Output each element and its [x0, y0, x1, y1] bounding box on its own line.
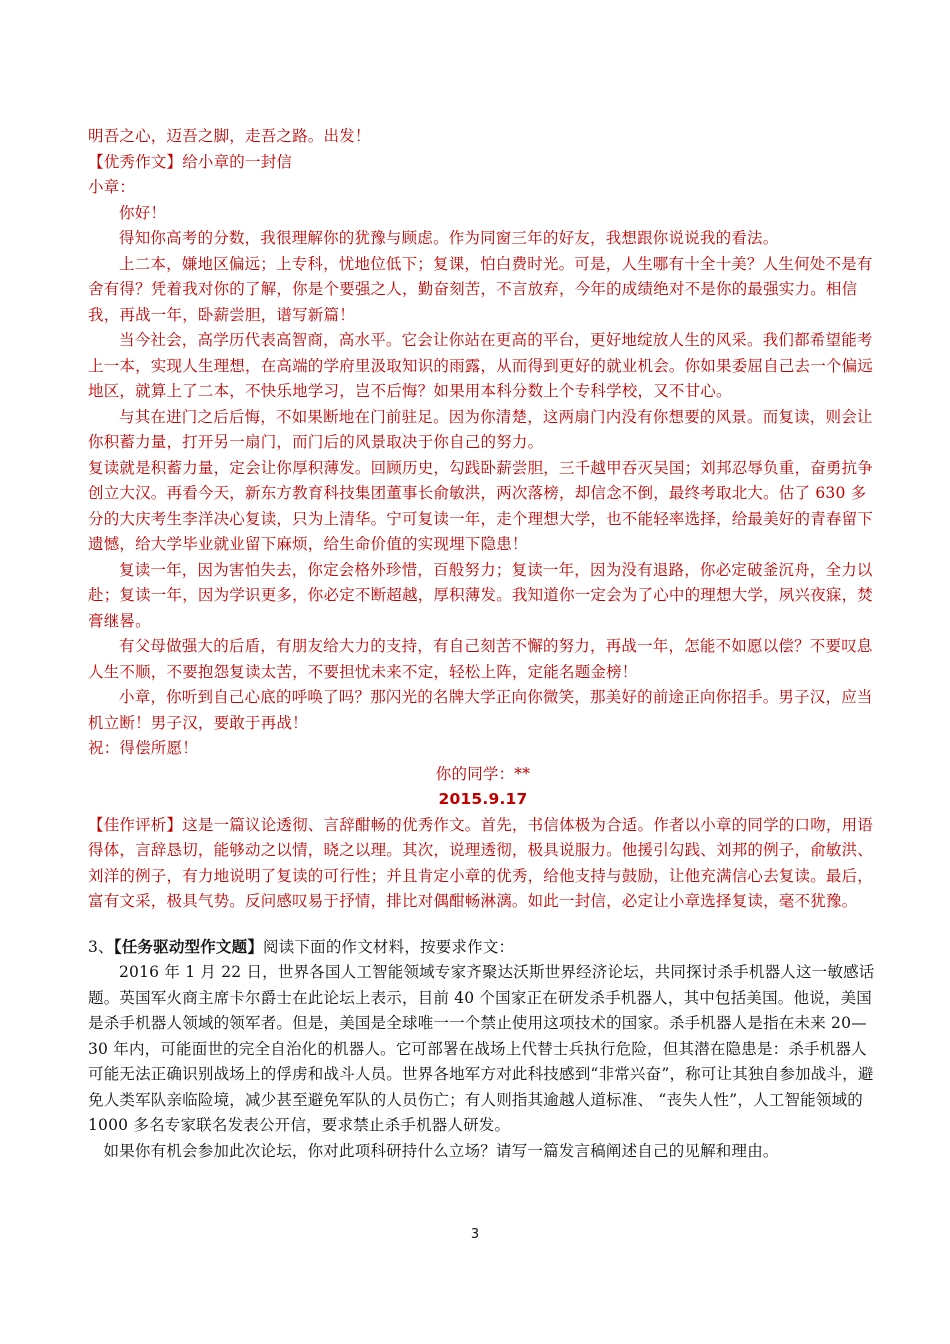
- section-gap: [88, 915, 878, 935]
- essay-paragraph: 与其在进门之后后悔，不如果断地在门前驻足。因为你清楚，这两扇门内没有你想要的风景。而复读，则会让你积蓄力量，打开另一扇门，而门后的风景取决于你自己的努力。: [88, 407, 873, 451]
- essay-paragraph: 复读一年，因为害怕失去，你定会格外珍惜，百般努力；复读一年，因为没有退路，你必定破釜沉舟，全力以赴；复读一年，因为学识更多，你必定不断超越，厚积薄发。我知道你一定会为了心中的理想大学，夙兴夜寐，焚膏继晷。: [88, 560, 874, 630]
- task-heading-line: [88, 935, 878, 961]
- document-page: [88, 124, 878, 1164]
- essay-paragraph-noindent: 复读就是积蓄力量，定会让你厚积薄发。回顾历史，勾践卧薪尝胆，三千越甲吞灭吴国；刘邦忍辱负重，奋勇抗争创立大汉。再看今天，新东方教育科技集团董事长俞敏洪，两次落榜，却信念不倒，最终考取北大。估了 630 多分的大庆考生李洋决心复读，只为上清华。宁可复读一年，走个理想大学，也不能轻率选择，给最美好的青春留下遗憾，给大学毕业就业留下麻烦，给生命价值的实现埋下隐患！: [88, 458, 874, 553]
- essay-salutation: 小章：: [88, 178, 136, 196]
- essay-paragraph: 当今社会，高学历代表高智商，高水平。它会让你站在更高的平台，更好地绽放人生的风采。我们都希望能考上一本，实现人生理想，在高端的学府里汲取知识的雨露，从而得到更好的就业机会。你如果委屈自己去一个偏远地区，就算上了二本，不快乐地学习，岂不后悔？如果用本科分数上个专科学校，又不甘心。: [88, 331, 874, 400]
- task-instruction: 阅读下面的作文材料，按要求作文：: [263, 937, 515, 956]
- task-material: 2016 年 1 月 22 日，世界各国人工智能领域专家齐聚达沃斯世界经济论坛，共同探讨杀手机器人这一敏感话题。英国军火商主席卡尔爵士在此论坛上表示，目前 40 个国家正在研发杀手机器人，其中包括美国。他说，美国是杀手机器人领域的领军者。但是，美国是全球唯一一个禁止使用这项技术的国家。杀手机器人是指在未来 20—30 年内，可能面世的完全自治化的机器人。它可部署在战场上代替士兵执行危险，但其潜在隐患是：杀手机器人可能无法正确识别战场上的俘虏和战斗人员。世界各地军方对此科技感到“非常兴奋”，称可让其独自参加战斗，避免人类军队亲临险境，减少甚至避免军队的人员伤亡；有人则指其逾越人道标准、 “丧失人性”，人工智能领域的 1000 多名专家联名发表公开信，要求禁止杀手机器人研发。: [88, 963, 875, 1134]
- essay-closing: 祝：得偿所愿！: [88, 739, 198, 757]
- task-number: 3、: [88, 937, 114, 956]
- essay-heading: 【优秀作文】给小章的一封信: [88, 152, 293, 171]
- task-question: 如果你有机会参加此次论坛，你对此项科研持什么立场？请写一篇发言稿阐述自己的见解和理由。: [103, 1141, 779, 1160]
- essay-paragraph: 小章，你听到自己心底的呼唤了吗？那闪光的名牌大学正向你微笑，那美好的前途正向你招手。男子汉，应当机立断！男子汉，要敢于再战！: [88, 688, 873, 732]
- essay-intro-line: 明吾之心，迈吾之脚，走吾之路。出发！: [88, 127, 371, 145]
- essay-paragraph: 上二本，嫌地区偏远；上专科，忧地位低下；复课，怕白费时光。可是，人生哪有十全十美？人生何处不是有舍有得？凭着我对你的了解，你是个要强之人，勤奋刻苦，不言放弃，今年的成绩绝对不是你的最强实力。相信我，再战一年，卧薪尝胆，谱写新篇！: [88, 254, 873, 324]
- essay-paragraph: 有父母做强大的后盾，有朋友给大力的支持，有自己刻苦不懈的努力，再战一年，怎能不如愿以偿？不要叹息人生不顺，不要抱怨复读太苦，不要担忧未来不定，轻松上阵，定能名题金榜！: [88, 637, 873, 681]
- essay-signature: 你的同学：**: [435, 764, 531, 783]
- essay-greeting: 你好！: [119, 203, 167, 222]
- task-title: 【任务驱动型作文题】: [113, 937, 264, 956]
- page-number: 3: [470, 1227, 480, 1242]
- essay-review: 【佳作评析】这是一篇议论透彻、言辞酣畅的优秀作文。首先，书信体极为合适。作者以小章的同学的口吻，用语得体，言辞恳切，能够动之以情，晓之以理。其次，说理透彻，极具说服力。他援引勾践、刘邦的例子，俞敏洪、刘洋的例子，有力地说明了复读的可行性；并且肯定小章的优秀，给他支持与鼓励，让他充满信心去复读。最后，富有文采，极具气势。反问感叹易于抒情，排比对偶酣畅淋漓。如此一封信，必定让小章选择复读，毫不犹豫。: [88, 815, 874, 910]
- essay-date: 2015.9.17: [438, 790, 528, 808]
- essay-paragraph: 得知你高考的分数，我很理解你的犹豫与顾虑。作为同窗三年的好友，我想跟你说说我的看法。: [119, 229, 779, 247]
